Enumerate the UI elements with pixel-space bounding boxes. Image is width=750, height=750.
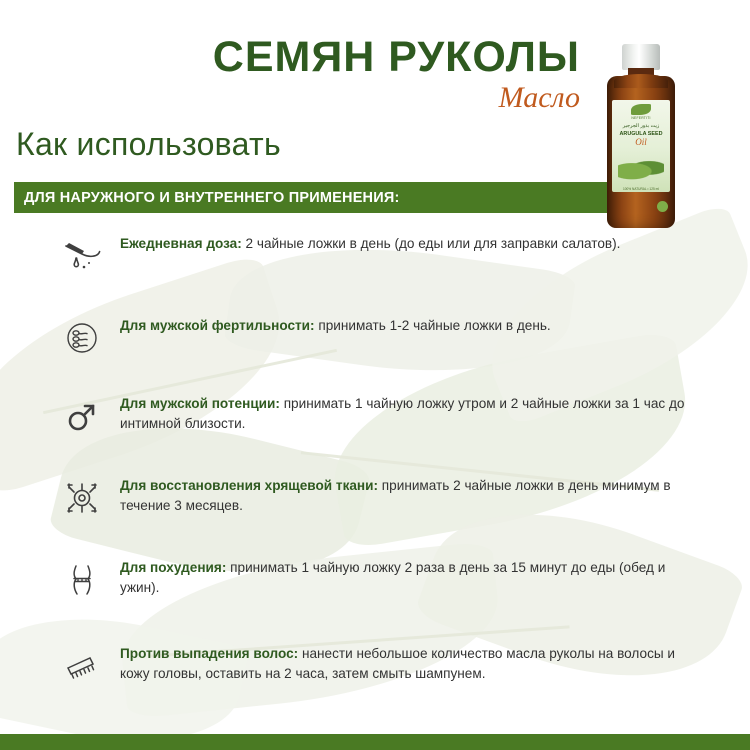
footer-bar	[0, 734, 750, 750]
bottle-cap	[622, 44, 660, 70]
dropper-icon	[58, 232, 106, 280]
list-item-text	[120, 312, 698, 336]
page-title: СЕМЯН РУКОЛЫ	[212, 33, 580, 81]
list-item	[58, 312, 698, 390]
list-item-body: нанести небольшое количество масла руколы на волосы и кожу головы, оставить на 2 часа, затем смыть шампунем.	[120, 646, 676, 682]
male-symbol-icon	[58, 392, 106, 440]
list-item	[58, 390, 698, 472]
list-item	[58, 554, 698, 640]
list-item	[58, 472, 698, 554]
label-oil-script: Oil	[635, 136, 647, 147]
label-footer-text: 100% NATURAL • 125 ml	[622, 187, 659, 191]
list-item-body: 2 чайные ложки в день (до еды или для заправки салатов).	[241, 236, 621, 251]
list-item-label: Против выпадения волос:	[120, 646, 299, 661]
product-bottle	[604, 44, 678, 230]
slim-body-icon	[58, 556, 106, 604]
list-item-text	[120, 390, 698, 435]
usage-banner	[14, 182, 674, 213]
list-item-text	[120, 472, 698, 517]
bottle-label	[612, 100, 670, 192]
list-item-label: Ежедневная доза:	[120, 236, 242, 251]
list-item-body: принимать 1-2 чайные ложки в день.	[314, 318, 551, 333]
label-english-name: ARUGULA SEED	[619, 131, 663, 137]
label-badge-icon	[657, 201, 668, 212]
list-item	[58, 230, 698, 312]
label-leaf-graphic	[618, 158, 664, 180]
list-item-label: Для похудения:	[120, 560, 227, 575]
joint-cartilage-icon	[58, 474, 106, 522]
instructions-list	[58, 230, 698, 712]
list-item-body: принимать 1 чайную ложку 2 раза в день за 15 минут до еды (обед и ужин).	[120, 560, 666, 596]
label-arabic-text: زيت بذور الجرجير	[622, 123, 660, 129]
list-item-text	[120, 640, 698, 685]
list-item-body: принимать 2 чайные ложки в день минимум в течение 3 месяцев.	[120, 478, 671, 514]
list-item-label: Для мужской фертильности:	[120, 318, 315, 333]
brand-logo-icon	[631, 104, 651, 115]
sperm-cells-icon	[58, 314, 106, 362]
list-item	[58, 640, 698, 712]
how-to-heading: Как использовать	[16, 126, 281, 162]
title-block	[0, 33, 600, 114]
hair-comb-icon	[58, 642, 106, 690]
list-item-label: Для мужской потенции:	[120, 396, 280, 411]
list-item-body: принимать 1 чайную ложку утром и 2 чайные ложки за 1 час до интимной близости.	[120, 396, 685, 432]
label-brand: NEFERTITI	[631, 116, 651, 120]
list-item-text	[120, 554, 698, 599]
page-subtitle: Масло	[498, 81, 580, 114]
bottle-shoulder	[614, 74, 668, 88]
list-item-label: Для восстановления хрящевой ткани:	[120, 478, 379, 493]
list-item-text	[120, 230, 698, 254]
usage-banner-label: ДЛЯ НАРУЖНОГО И ВНУТРЕННЕГО ПРИМЕНЕНИЯ:	[24, 189, 400, 206]
